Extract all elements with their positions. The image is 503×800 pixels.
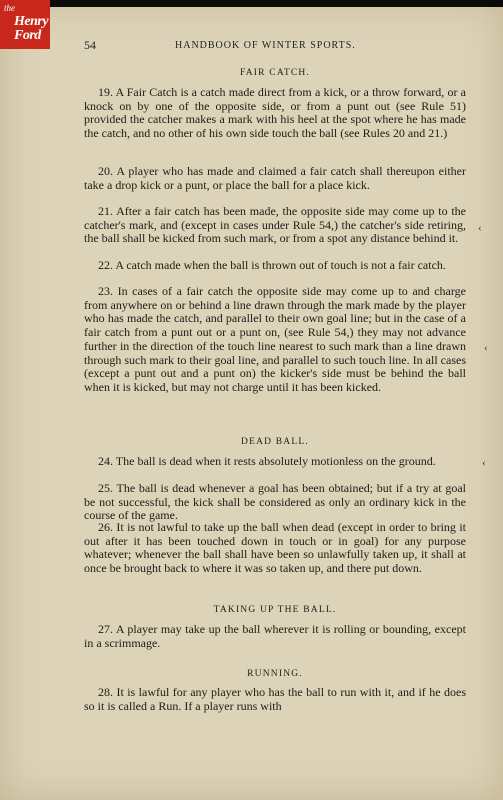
section-heading-running: RUNNING. — [247, 669, 303, 679]
page-number: 54 — [84, 38, 96, 52]
section-heading-taking-up: TAKING UP THE BALL. — [213, 605, 337, 615]
rule-27: 27. A player may take up the ball wherever it is rolling or bounding, except in a scrimmage. — [84, 622, 466, 650]
henry-ford-logo — [0, 0, 50, 49]
rule-25: 25. The ball is dead whenever a goal has been obtained; but if a try at goal be not successful, the kick shall be considered as only an ordinary kick in the course of the game. — [84, 481, 466, 523]
rule-22: 22. A catch made when the ball is thrown out of touch is not a fair catch. — [98, 258, 446, 272]
logo-ford: Ford — [14, 28, 41, 43]
rule-20: 20. A player who has made and claimed a fair catch shall thereupon either take a drop kick or a punt, or place the ball for a place kick. — [84, 164, 466, 192]
scan-border — [0, 0, 503, 7]
rule-21: 21. After a fair catch has been made, the opposite side may come up to the catcher's mark, and (except in cases under Rule 54,) the catcher's side retiring, the ball shall be kicked from such mark, or from a spot any distance behind it. — [84, 204, 466, 246]
rule-19: 19. A Fair Catch is a catch made direct from a kick, or a throw forward, or a knock on by one of the opposite side, or from a punt out (see Rule 51) provided the catcher makes a mark with his heel at the spot where he has made the catch, and no other of his own side touch the ball (see Rules 20 and 21.) — [84, 85, 466, 141]
margin-mark: ‹ — [478, 222, 482, 234]
rule-28: 28. It is lawful for any player who has the ball to run with it, and if he does so it is called a Run. If a player runs with — [84, 685, 466, 713]
rule-23: 23. In cases of a fair catch the opposite side may come up to and charge from anywhere on or behind a line drawn through the mark made by the player who has made the catch, and parallel to their own goal line; but in the case of a fair catch from a punt out or a punt on, (see Rule 54,) they may not advance further in the direction of the touch line nearest to such mark than a line drawn through such mark to their goal line, and parallel to such touch line. In all cases (except a punt out and a punt on) the kicker's side must be behind the ball when it is kicked, but may not charge until it has been kicked. — [84, 284, 466, 394]
running-title: HANDBOOK OF WINTER SPORTS. — [175, 40, 356, 51]
section-heading-dead-ball: DEAD BALL. — [241, 437, 309, 447]
rule-24: 24. The ball is dead when it rests absolutely motionless on the ground. — [98, 454, 436, 468]
logo-henry: Henry — [14, 14, 49, 29]
section-heading-fair-catch: FAIR CATCH. — [239, 68, 311, 78]
margin-mark: ‹ — [484, 342, 488, 354]
rule-26: 26. It is not lawful to take up the ball when dead (except in order to bring it out after it has been touched down in touch or in goal) for any purpose whatever; whenever the ball shall have been so unlawfully taken up, it shall at once be brought back to where it was so taken up, and there put down. — [84, 520, 466, 576]
margin-mark: ‹ — [482, 457, 486, 469]
logo-the: the — [4, 3, 15, 13]
